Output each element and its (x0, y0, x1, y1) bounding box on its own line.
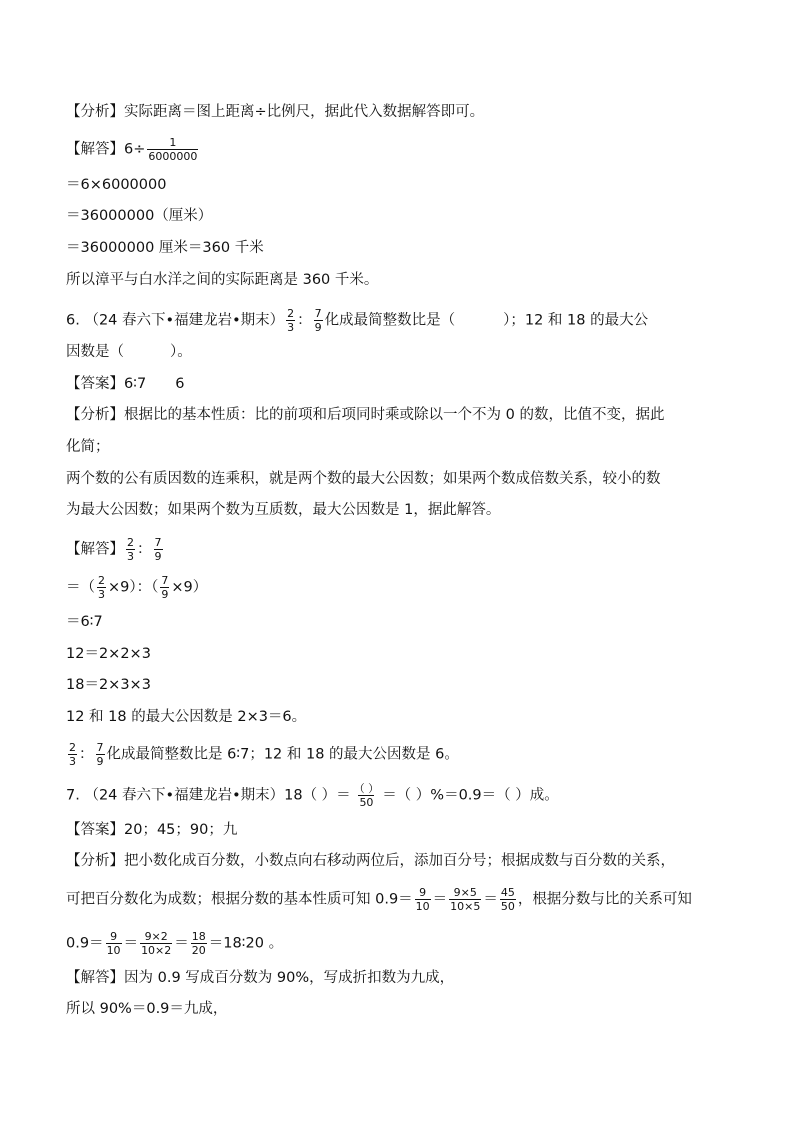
fraction (140, 930, 172, 957)
question-source: （24 春六下•福建龙岩•期末） (84, 312, 285, 329)
numerator: 18 (191, 930, 206, 943)
solution-line: 12 和 18 的最大公因数是 2×3＝6。 (66, 709, 307, 725)
ratio-colon: ： (297, 312, 312, 329)
fraction (500, 886, 516, 913)
denominator: 20 (191, 944, 206, 957)
denominator: 50 (359, 796, 374, 809)
analysis-line: 【分析】把小数化成百分数，小数点向右移动两位后，添加百分号；根据成数与百分数的关系， (66, 853, 675, 869)
denominator: 9 (161, 588, 169, 601)
question-source: （24 春六下•福建龙岩•期末） (84, 787, 285, 804)
fraction (191, 930, 207, 957)
solution-line (66, 136, 200, 163)
analysis-text: ，根据分数与比的关系可知 (517, 891, 692, 908)
analysis-line (66, 886, 692, 913)
numerator: 7 (161, 574, 169, 587)
fraction (68, 741, 77, 768)
equals-sign: ＝ (432, 891, 448, 908)
fraction (160, 574, 169, 601)
answer-line: 【答案】20；45；90；九 (66, 822, 238, 838)
denominator: 9 (96, 755, 104, 768)
denominator: 3 (69, 755, 76, 768)
solution-line: ＝36000000 厘米＝360 千米 (66, 240, 264, 256)
denominator: 10 (415, 900, 430, 913)
numerator: 7 (96, 741, 104, 754)
analysis-line: 【分析】根据比的基本性质：比的前项和后项同时乘或除以一个不为 0 的数，比值不变，据此 (66, 407, 665, 423)
question-number: 7. (66, 787, 80, 804)
solution-line: ＝6×6000000 (66, 177, 167, 193)
expression-part: 18（ ）＝ (284, 787, 351, 804)
analysis-line: 为最大公因数；如果两个数为互质数，最大公因数是 1，据此解答。 (66, 502, 501, 518)
question-text: ）。 (170, 344, 192, 360)
solution-line: 所以 90%＝0.9＝九成， (66, 1001, 228, 1017)
solution-line: 12＝2×2×3 (66, 646, 151, 662)
denominator: 3 (127, 550, 134, 563)
solution-line (66, 574, 207, 601)
analysis-line: 化简； (66, 439, 110, 455)
denominator: 10 (106, 944, 121, 957)
numerator: 2 (69, 741, 76, 754)
expression-part: ×9）：（ (108, 579, 159, 596)
numerator: 7 (314, 307, 322, 320)
numerator: 9×2 (144, 930, 168, 943)
fraction (449, 886, 481, 913)
question-6-line2 (66, 342, 192, 362)
denominator: 6000000 (148, 150, 198, 163)
fraction (415, 886, 431, 913)
equals-sign: ＝ (174, 935, 189, 952)
solution-line (66, 536, 165, 563)
answer-line: 【答案】6∶7 6 (66, 376, 185, 392)
analysis-line (66, 930, 283, 957)
equals-sign: ＝ (123, 935, 139, 952)
expression-part: ＝（ (66, 579, 95, 596)
numerator: 7 (154, 536, 162, 549)
question-text: 化成最简整数比是（ (324, 312, 456, 329)
denominator: 10×2 (141, 944, 172, 957)
analysis-text: 可把百分数化为成数；根据分数的基本性质可知 0.9＝ (66, 891, 413, 908)
fraction (314, 307, 323, 334)
conclusion-line: 所以漳平与白水洋之间的实际距离是 360 千米。 (66, 272, 379, 288)
numerator: 9×5 (453, 886, 477, 899)
solution-label: 【解答】 (66, 541, 124, 558)
denominator: 9 (314, 321, 322, 334)
denominator: 9 (154, 550, 162, 563)
analysis-line: 【分析】实际距离＝图上距离÷比例尺，据此代入数据解答即可。 (66, 104, 485, 120)
ratio-colon: ： (79, 746, 94, 763)
numerator-blank[interactable]: （ ） (353, 782, 380, 795)
denominator: 3 (287, 321, 295, 334)
ratio-colon: ： (137, 541, 152, 558)
numerator: 2 (287, 307, 295, 320)
fraction (106, 930, 122, 957)
denominator: 3 (98, 588, 105, 601)
numerator: 45 (500, 886, 515, 899)
denominator: 50 (500, 900, 515, 913)
numerator: 2 (98, 574, 105, 587)
numerator: 1 (169, 136, 177, 149)
analysis-line: 两个数的公有质因数的连乘积，就是两个数的最大公因数；如果两个数成倍数关系，较小的数 (66, 471, 661, 487)
fraction (353, 782, 381, 809)
solution-label: 【解答】6÷ (66, 141, 146, 158)
question-text: ）；12 和 18 的最大公 (503, 312, 649, 329)
expression-part: ×9） (171, 579, 208, 596)
question-6-line1 (66, 307, 648, 334)
solution-line: 18＝2×3×3 (66, 677, 151, 693)
fraction (147, 136, 198, 163)
fraction (97, 574, 106, 601)
numerator: 9 (419, 886, 427, 899)
conclusion-text: 化成最简整数比是 6∶7；12 和 18 的最大公因数是 6。 (106, 746, 459, 763)
analysis-text: ＝18∶20 。 (208, 935, 284, 952)
question-text: 因数是（ (66, 344, 124, 360)
fraction (286, 307, 295, 334)
solution-line: ＝6∶7 (66, 614, 103, 630)
question-7-line1 (66, 782, 559, 809)
solution-line: 【解答】因为 0.9 写成百分数为 90%，写成折扣数为九成， (66, 970, 455, 986)
analysis-text: 0.9＝ (66, 935, 104, 952)
question-number: 6. (66, 312, 80, 329)
denominator: 10×5 (450, 900, 481, 913)
equals-sign: ＝ (483, 891, 498, 908)
solution-line: ＝36000000（厘米） (66, 208, 213, 224)
numerator: 9 (110, 930, 118, 943)
conclusion-line (66, 741, 459, 768)
expression-part: ＝（ ）%＝0.9＝（ ）成。 (382, 787, 559, 804)
fraction (154, 536, 163, 563)
fraction (96, 741, 105, 768)
numerator: 2 (127, 536, 134, 549)
fraction (126, 536, 135, 563)
